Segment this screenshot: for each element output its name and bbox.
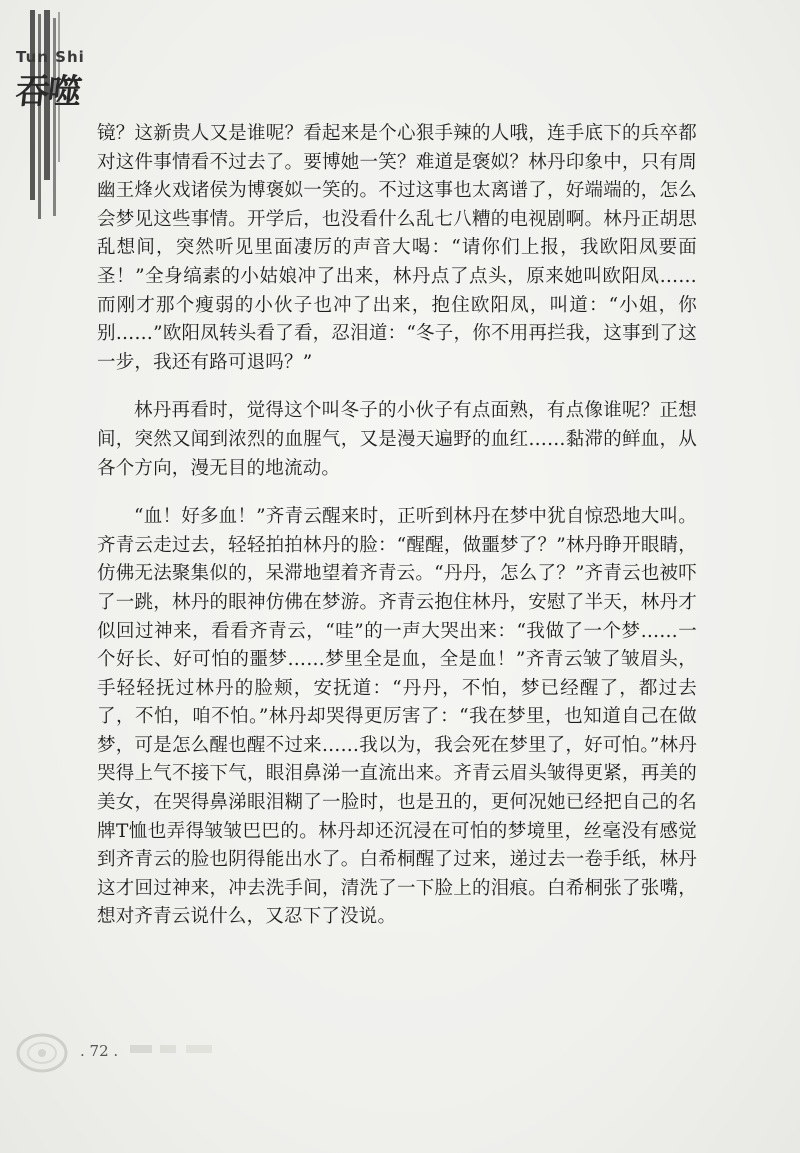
paragraph-1: 镜？这新贵人又是谁呢？看起来是个心狠手辣的人哦，连手底下的兵卒都对这件事情看不过去了。要博她一笑？难道是褒姒？林丹印象中，只有周幽王烽火戏诸侯为博褒姒一笑的。不过这事也太离谱了，好端端的，怎么会梦见这些事情。开学后，也没看什么乱七八糟的电视剧啊。林丹正胡思乱想间，突然听见里面凄厉的声音大喝：“请你们上报，我欧阳凤要面圣！”全身缟素的小姑娘冲了出来，林丹点了点头，原来她叫欧阳凤……而刚才那个瘦弱的小伙子也冲了出来，抱住欧阳凤，叫道：“小姐，你别……”欧阳凤转头看了看，忍泪道：“冬子，你不用再拦我，这事到了这一步，我还有路可退吗？” [97, 123, 697, 373]
book-brand [13, 48, 96, 112]
page-footer [0, 1020, 800, 1080]
header-decoration-icon [28, 10, 62, 220]
brand-latin-title: Tun Shi [16, 48, 85, 66]
paragraph-2: 林丹再看时，觉得这个叫冬子的小伙子有点面熟，有点像谁呢？正想间，突然又闻到浓烈的血腥气，又是漫天遍野的血红……黏滞的鲜血，从各个方向，漫无目的地流动。 [97, 400, 697, 479]
footer-faint-text-icon [130, 1042, 220, 1056]
brand-chinese-title: 吞噬 [13, 72, 82, 112]
paragraph-3: “血！好多血！”齐青云醒来时，正听到林丹在梦中犹自惊恐地大叫。齐青云走过去，轻轻拍拍林丹的脸：“醒醒，做噩梦了？”林丹睁开眼睛，仿佛无法聚集似的，呆滞地望着齐青云。“丹丹，怎么了？”齐青云也被吓了一跳，林丹的眼神仿佛在梦游。齐青云抱住林丹，安慰了半天，林丹才似回过神来，看看齐青云，“哇”的一声大哭出来：“我做了一个梦……一个好长、好可怕的噩梦……梦里全是血，全是血！”齐青云皱了皱眉头，手轻轻抚过林丹的脸颊，安抚道：“丹丹，不怕，梦已经醒了，都过去了，不怕，咱不怕。”林丹却哭得更厉害了：“我在梦里，也知道自己在做梦，可是怎么醒也醒不过来……我以为，我会死在梦里了，好可怕。”林丹哭得上气不接下气，眼泪鼻涕一直流出来。齐青云眉头皱得更紧，再美的美女，在哭得鼻涕眼泪糊了一脸时，也是丑的，更何况她已经把自己的名牌T恤也弄得皱皱巴巴的。林丹却还沉浸在可怕的梦境里，丝毫没有感觉到齐青云的脸也阴得能出水了。白希桐醒了过来，递过去一卷手纸，林丹这才回过神来，冲去洗手间，清洗了一下脸上的泪痕。白希桐张了张嘴，想对齐青云说什么，又忍下了没说。 [97, 506, 697, 928]
page-number: . 72 . [80, 1042, 119, 1060]
footer-faint-mark [130, 1042, 220, 1059]
body-text [97, 120, 697, 932]
footer-emblem-icon [14, 1030, 70, 1076]
